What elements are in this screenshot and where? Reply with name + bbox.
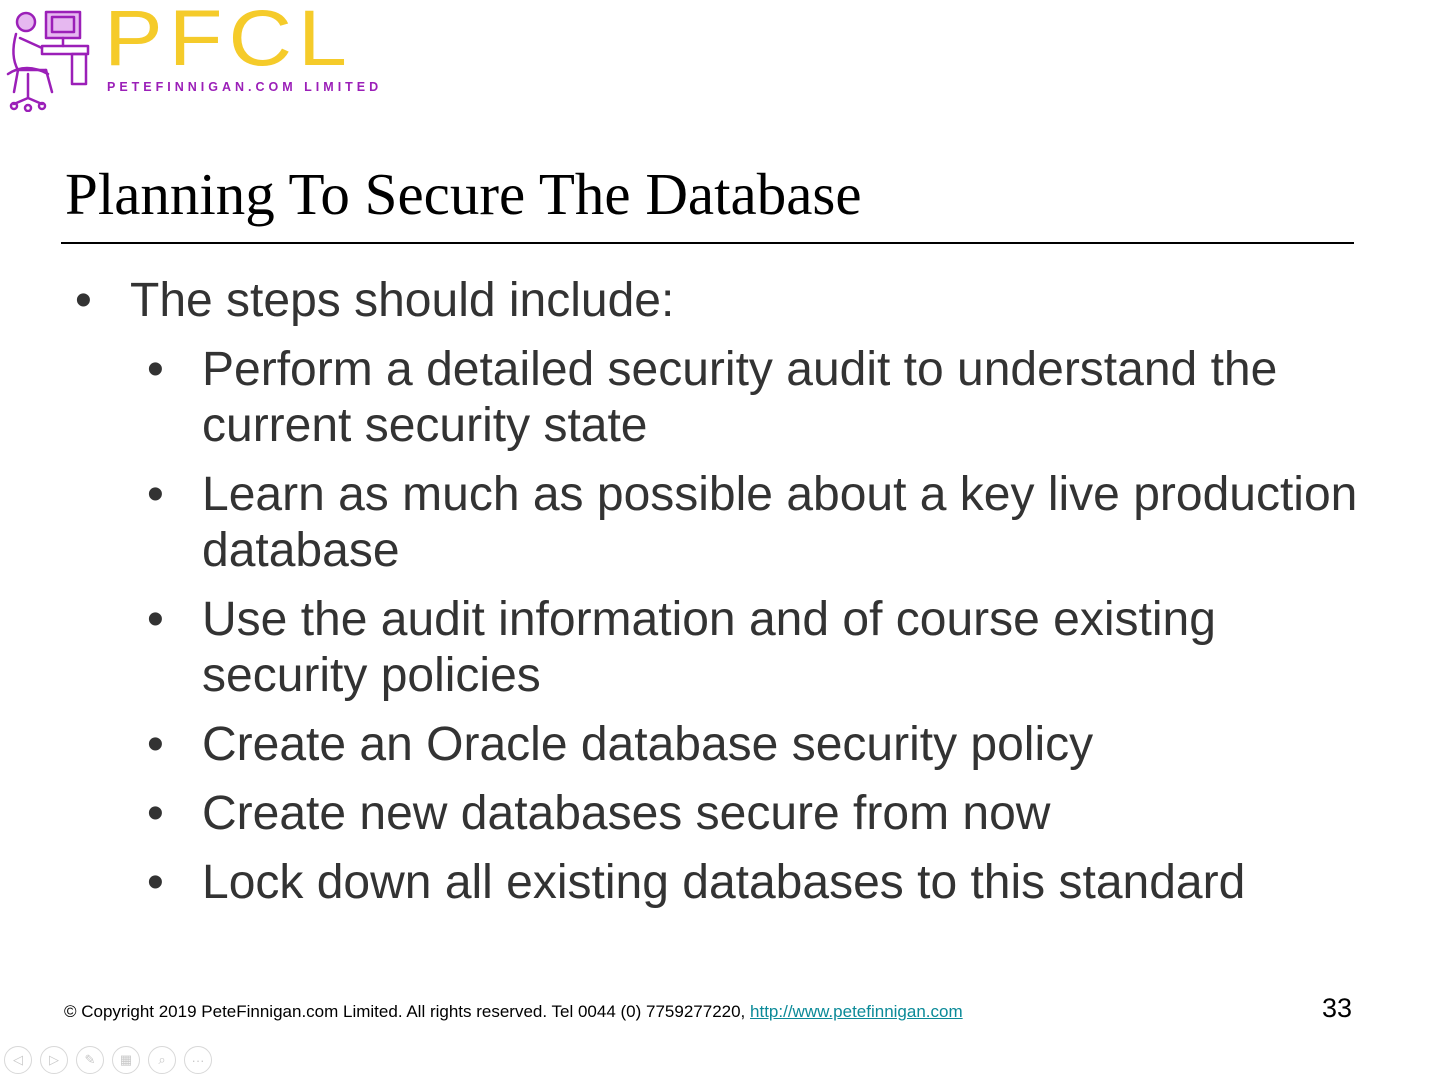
more-icon[interactable]: ···	[184, 1046, 212, 1074]
footer-copyright	[64, 1002, 963, 1022]
step-item	[147, 342, 1382, 454]
page-number: 33	[1322, 993, 1353, 1023]
bullet-icon: •	[147, 856, 164, 909]
bullet-icon: •	[147, 718, 164, 771]
step-item	[147, 467, 1382, 579]
company-logo	[0, 0, 430, 115]
bullet-icon: •	[147, 468, 164, 521]
step-item	[147, 786, 1382, 842]
slide-title: Planning To Secure The Database	[65, 161, 862, 227]
step-item	[147, 717, 1382, 773]
step-text: Lock down all existing databases to this standard	[202, 856, 1246, 909]
slides-icon[interactable]: ▦	[112, 1046, 140, 1074]
bullet-icon: •	[147, 593, 164, 646]
step-text: Learn as much as possible about a key live production database	[202, 468, 1358, 577]
website-link[interactable]: http://www.petefinnigan.com	[750, 1002, 963, 1021]
bullet-icon: •	[147, 343, 164, 396]
bullet-text: The steps should include:	[130, 274, 675, 327]
next-icon[interactable]: ▷	[40, 1046, 68, 1074]
person-at-computer-icon	[2, 4, 94, 112]
step-item	[147, 855, 1382, 911]
bullet-icon: •	[75, 274, 92, 327]
logo-tagline: PETEFINNIGAN.COM LIMITED	[107, 80, 383, 94]
step-text: Create new databases secure from now	[202, 787, 1051, 840]
slide-nav-toolbar	[4, 1046, 212, 1074]
bullet-icon: •	[147, 787, 164, 840]
prev-icon[interactable]: ◁	[4, 1046, 32, 1074]
step-item	[147, 592, 1382, 704]
step-list	[147, 342, 1382, 924]
step-text: Use the audit information and of course existing security policies	[202, 593, 1216, 702]
step-text: Create an Oracle database security policy	[202, 718, 1094, 771]
step-text: Perform a detailed security audit to understand the current security state	[202, 343, 1278, 452]
title-divider	[61, 242, 1354, 244]
logo-wordmark: PFCL	[104, 0, 353, 83]
bullet-item-intro	[75, 270, 675, 332]
copyright-text: © Copyright 2019 PeteFinnigan.com Limited. All rights reserved. Tel 0044 (0) 7759277220,	[64, 1002, 751, 1021]
pen-icon[interactable]: ✎	[76, 1046, 104, 1074]
zoom-icon[interactable]: ⌕	[148, 1046, 176, 1074]
